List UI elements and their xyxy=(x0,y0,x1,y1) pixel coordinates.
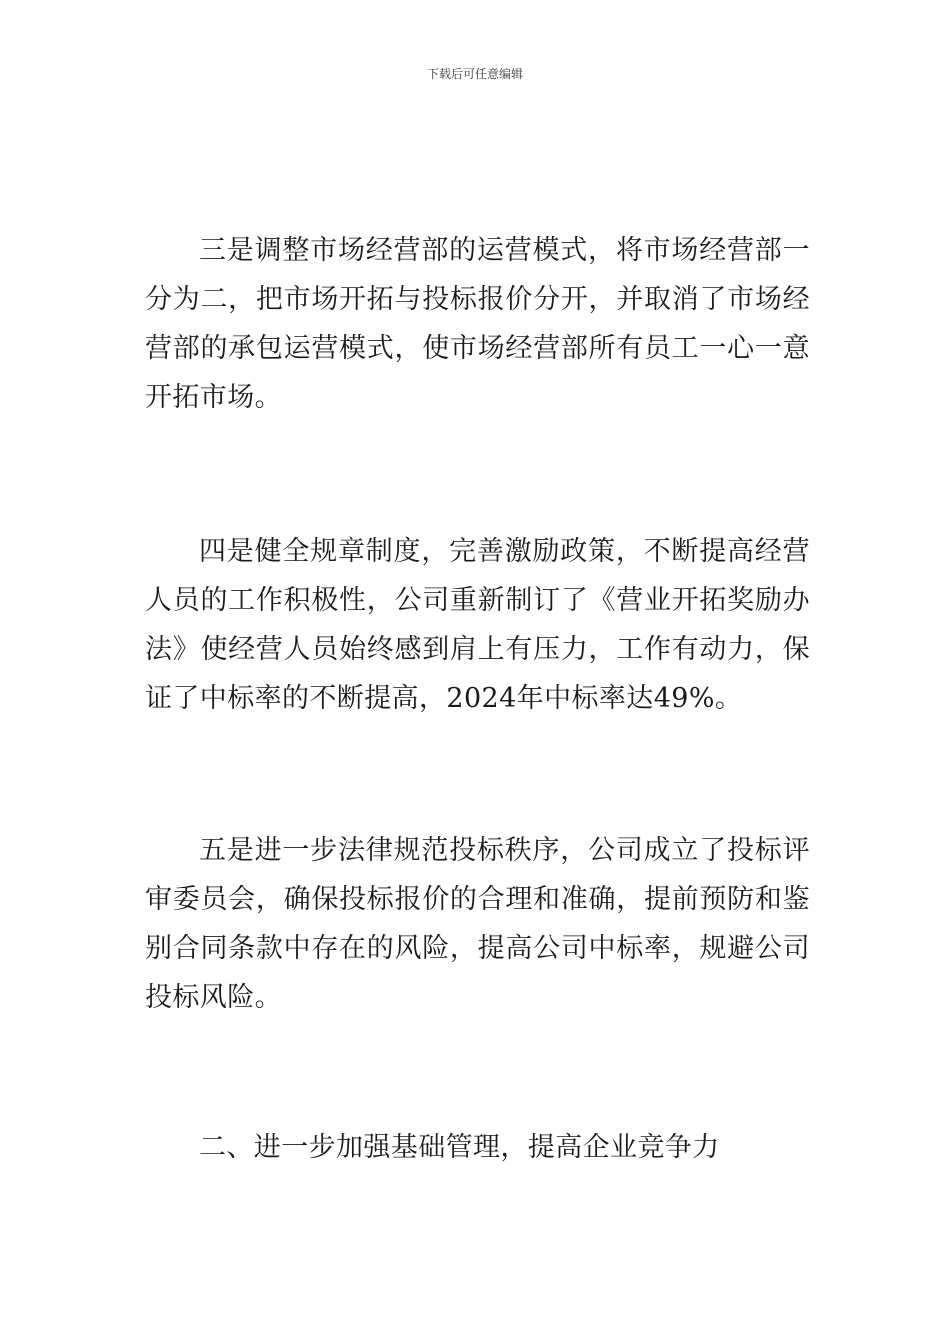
section-heading-basic-management: 二、进一步加强基础管理，提高企业竞争力 xyxy=(199,1132,720,1163)
paragraph-market-operation-model: 三是调整市场经营部的运营模式，将市场经营部一分为二，把市场开拓与投标报价分开，并取消了市场经营部的承包运营模式，使市场经营部所有员工一心一意开拓市场。 xyxy=(145,235,810,413)
paragraph-bidding-order: 五是进一步法律规范投标秩序，公司成立了投标评审委员会，确保投标报价的合理和准确，提前预防和鉴别合同条款中存在的风险，提高公司中标率，规避公司投标风险。 xyxy=(145,835,810,1013)
paragraph-rules-incentives: 四是健全规章制度，完善激励政策，不断提高经营人员的工作积极性，公司重新制订了《营业开拓奖励办法》使经营人员始终感到肩上有压力，工作有动力，保证了中标率的不断提高，2024年中标率达49%。 xyxy=(145,536,810,714)
page-header-note: 下载后可任意编辑 xyxy=(426,67,523,81)
